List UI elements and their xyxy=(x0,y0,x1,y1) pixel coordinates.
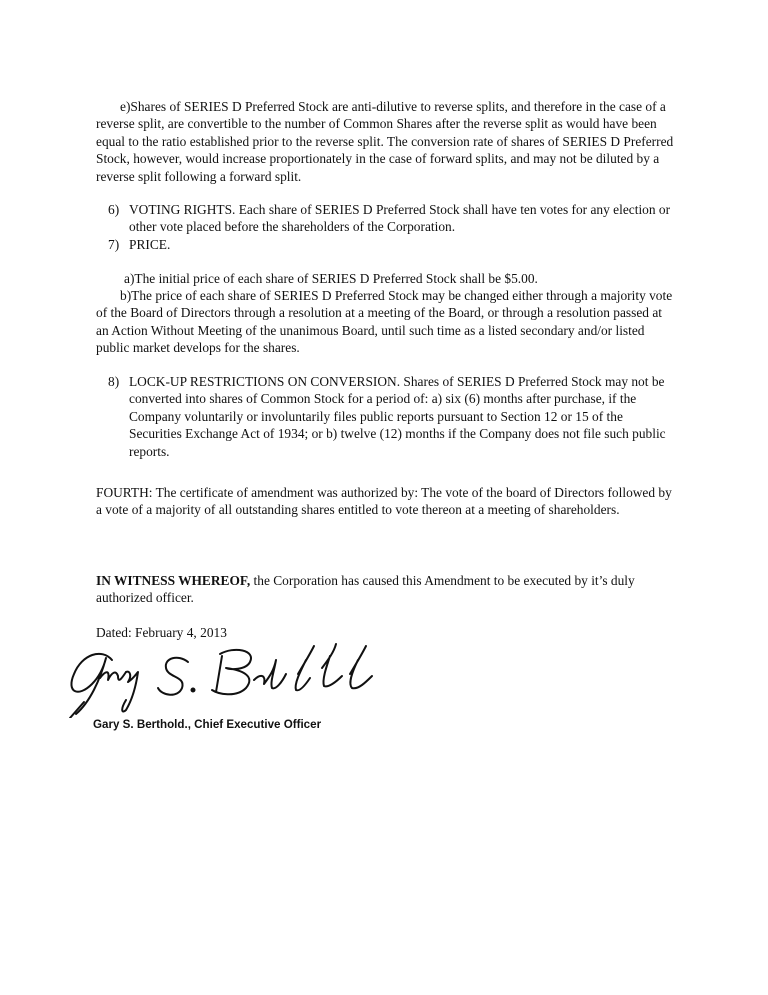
witness-text: the Corporation has caused this Amendment to be executed by it’s duly authorized officer. xyxy=(96,573,635,606)
item-number: 8) xyxy=(108,374,120,389)
fourth-paragraph: FOURTH: The certificate of amendment was authorized by: The vote of the board of Directors followed by a vote of a majority of all outstanding shares entitled to vote thereon at a meeting of shareholders. xyxy=(96,485,672,518)
paragraph-e: e)Shares of SERIES D Preferred Stock are anti-dilutive to reverse splits, and therefore in the case of a reverse split, are convertible to the number of Common Shares after the reverse split as would have been equal to the ratio established prior to the reverse split. The conversion rate of shares of SERIES D Preferred Stock, however, would increase proportionately in the case of forward splits, and may not be diluted by a reverse split following a forward split. xyxy=(96,99,674,184)
item-price xyxy=(108,236,678,253)
signer-name: Gary S. Berthold., Chief Executive Officer xyxy=(93,718,322,731)
item-text: VOTING RIGHTS. Each share of SERIES D Preferred Stock shall have ten votes for any election or other vote placed before the shareholders of the Corporation. xyxy=(129,202,671,235)
item-number: 6) xyxy=(108,202,120,217)
item-text: LOCK-UP RESTRICTIONS ON CONVERSION. Shares of SERIES D Preferred Stock may not be converted into shares of Common Stock for a period of: a) six (6) months after purchase, if the Company voluntarily or involuntarily files public reports pursuant to Section 12 or 15 of the Securities Exchange Act of 1934; or b) twelve (12) months if the Company does not file such public reports. xyxy=(129,374,666,459)
dated-line: Dated: February 4, 2013 xyxy=(96,625,227,640)
signature-image xyxy=(60,640,380,718)
item-voting-rights xyxy=(108,201,678,236)
item-lockup xyxy=(108,373,678,460)
witness-paragraph xyxy=(96,572,676,607)
item-text: PRICE. xyxy=(129,237,171,252)
price-b: b)The price of each share of SERIES D Preferred Stock may be changed either through a majority vote of the Board of Directors through a resolution at a meeting of the Board, or through a resolution passed at an Action Without Meeting of the unanimous Board, until such time as a listed secondary and/or listed public market develops for the shares. xyxy=(96,288,673,356)
price-a: a)The initial price of each share of SERIES D Preferred Stock shall be $5.00. xyxy=(124,271,538,286)
witness-heading: IN WITNESS WHEREOF, xyxy=(96,573,251,588)
item-number: 7) xyxy=(108,237,120,252)
